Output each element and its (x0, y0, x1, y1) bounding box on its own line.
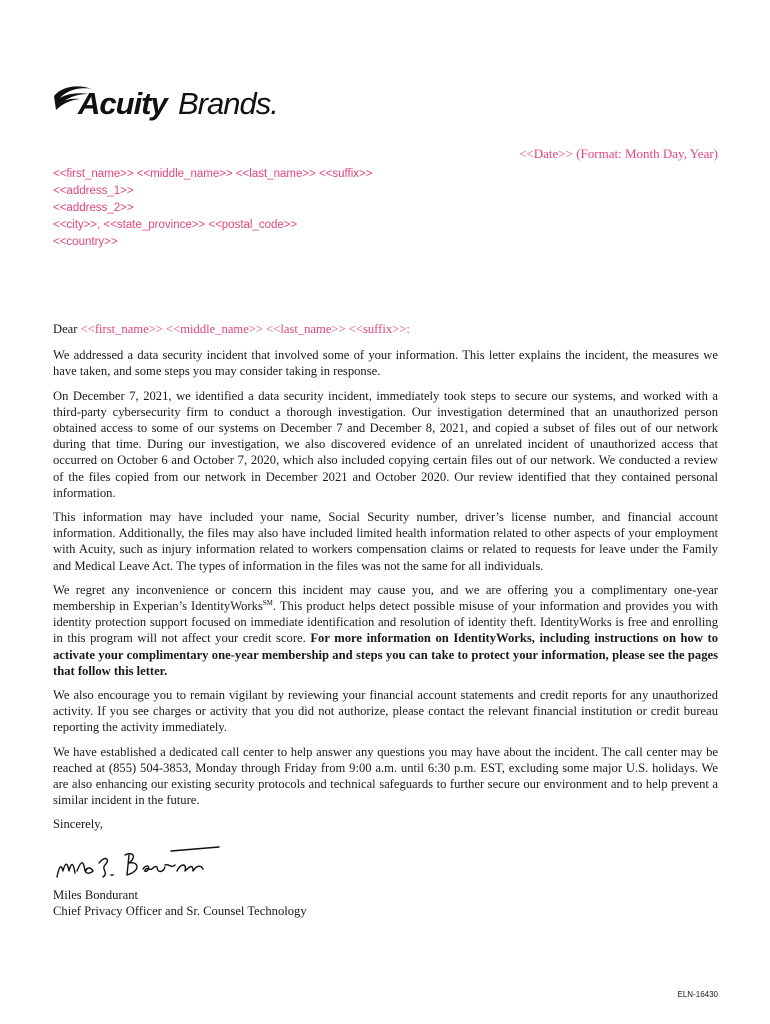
paragraph-call-center: We have established a dedicated call center to help answer any questions you may have about the incident. The call center may be reached at (855) 504-3853, Monday through Friday from 9:00 a.m. until 6:30 p.m. EST, excluding some major U.S. holidays. We are also enhancing our existing security protocols and technical safeguards to further secure our environment and to help prevent a similar incident in the future. (53, 744, 718, 808)
salutation-merge-fields: <<first_name>> <<middle_name>> <<last_name>> <<suffix>> (80, 322, 407, 336)
offer-text-a: We regret any inconvenience or concern this incident may cause you, and we are offering you a complimentary one-year membership in Experian’s IdentityWorks (53, 582, 718, 614)
signer-name: Miles Bondurant (53, 887, 139, 902)
date-merge-field: <<Date>> (Format: Month Day, Year) (519, 146, 718, 161)
offer-text-b: . This product helps detect possible misuse of your information and provides you with identity protection support focused on immediate identification and resolution of identity theft. IdentityWorks is free and enrolling in this program will not affect your credit score. (53, 599, 718, 646)
letter-body (53, 321, 718, 919)
address-line-2: <<address_2>> (53, 202, 134, 214)
address-line-1: <<address_1>> (53, 185, 134, 197)
salutation (53, 321, 718, 337)
paragraph-information: This information may have included your name, Social Security number, driver’s license number, and financial account information. Additionally, the files may also have included limited health information related to other aspects of your employment with Acuity, such as injury information related to workers compensation claims or related to requests for leave under the Family and Medical Leave Act. The types of information in the files was not the same for all individuals. (53, 510, 718, 573)
paragraph-offer (53, 582, 718, 679)
handwritten-signature (53, 841, 223, 885)
closing: Sincerely, (53, 817, 103, 832)
paragraph-incident: On December 7, 2021, we identified a data security incident, immediately took steps to secure our systems, and worked with a third-party cybersecurity firm to conduct a thorough investigation. Our investigation determined that an unauthorized person obtained access to some of our systems on December 7 and December 8, 2021, and copied a subset of files out of our network during that time. During our investigation, we also discovered evidence of an unrelated incident of unauthorized access that occurred on October 6 and October 7, 2020, which also included copying certain files out of our network. We conducted a review of the files copied from our network in December 2021 and October 2020. Our review identified that they contained personal information. (53, 388, 718, 500)
service-mark: SM (262, 598, 273, 607)
paragraph-vigilance: We also encourage you to remain vigilant by reviewing your financial account statements and credit reports for any unauthorized activity. If you see charges or activity that you did not authorize, please contact the relevant financial institution or credit bureau reporting the activity immediately. (53, 688, 718, 735)
offer-bold-instructions: For more information on IdentityWorks, including instructions on how to activate your complimentary one-year membership and steps you can take to protect your information, please see the pages that follow this letter. (53, 631, 718, 678)
address-city-line: <<city>>, <<state_province>> <<postal_code>> (53, 219, 298, 231)
address-country: <<country>> (53, 236, 118, 248)
signer-block (53, 887, 718, 919)
address-name-line: <<first_name>> <<middle_name>> <<last_name>> <<suffix>> (53, 168, 373, 180)
salutation-colon: : (406, 322, 410, 336)
signer-title: Chief Privacy Officer and Sr. Counsel Technology (53, 903, 307, 918)
logo-wordmark-acuity: Acuity (78, 86, 167, 121)
document-code: ELN-16430 (677, 990, 718, 999)
logo-wordmark-brands: Brands. (178, 86, 278, 121)
paragraph-intro: We addressed a data security incident that involved some of your information. This letter explains the incident, the measures we have taken, and some steps you may consider taking in response. (53, 348, 718, 379)
recipient-address (53, 166, 372, 251)
acuity-brands-logo (52, 80, 302, 124)
salutation-prefix: Dear (53, 322, 81, 336)
